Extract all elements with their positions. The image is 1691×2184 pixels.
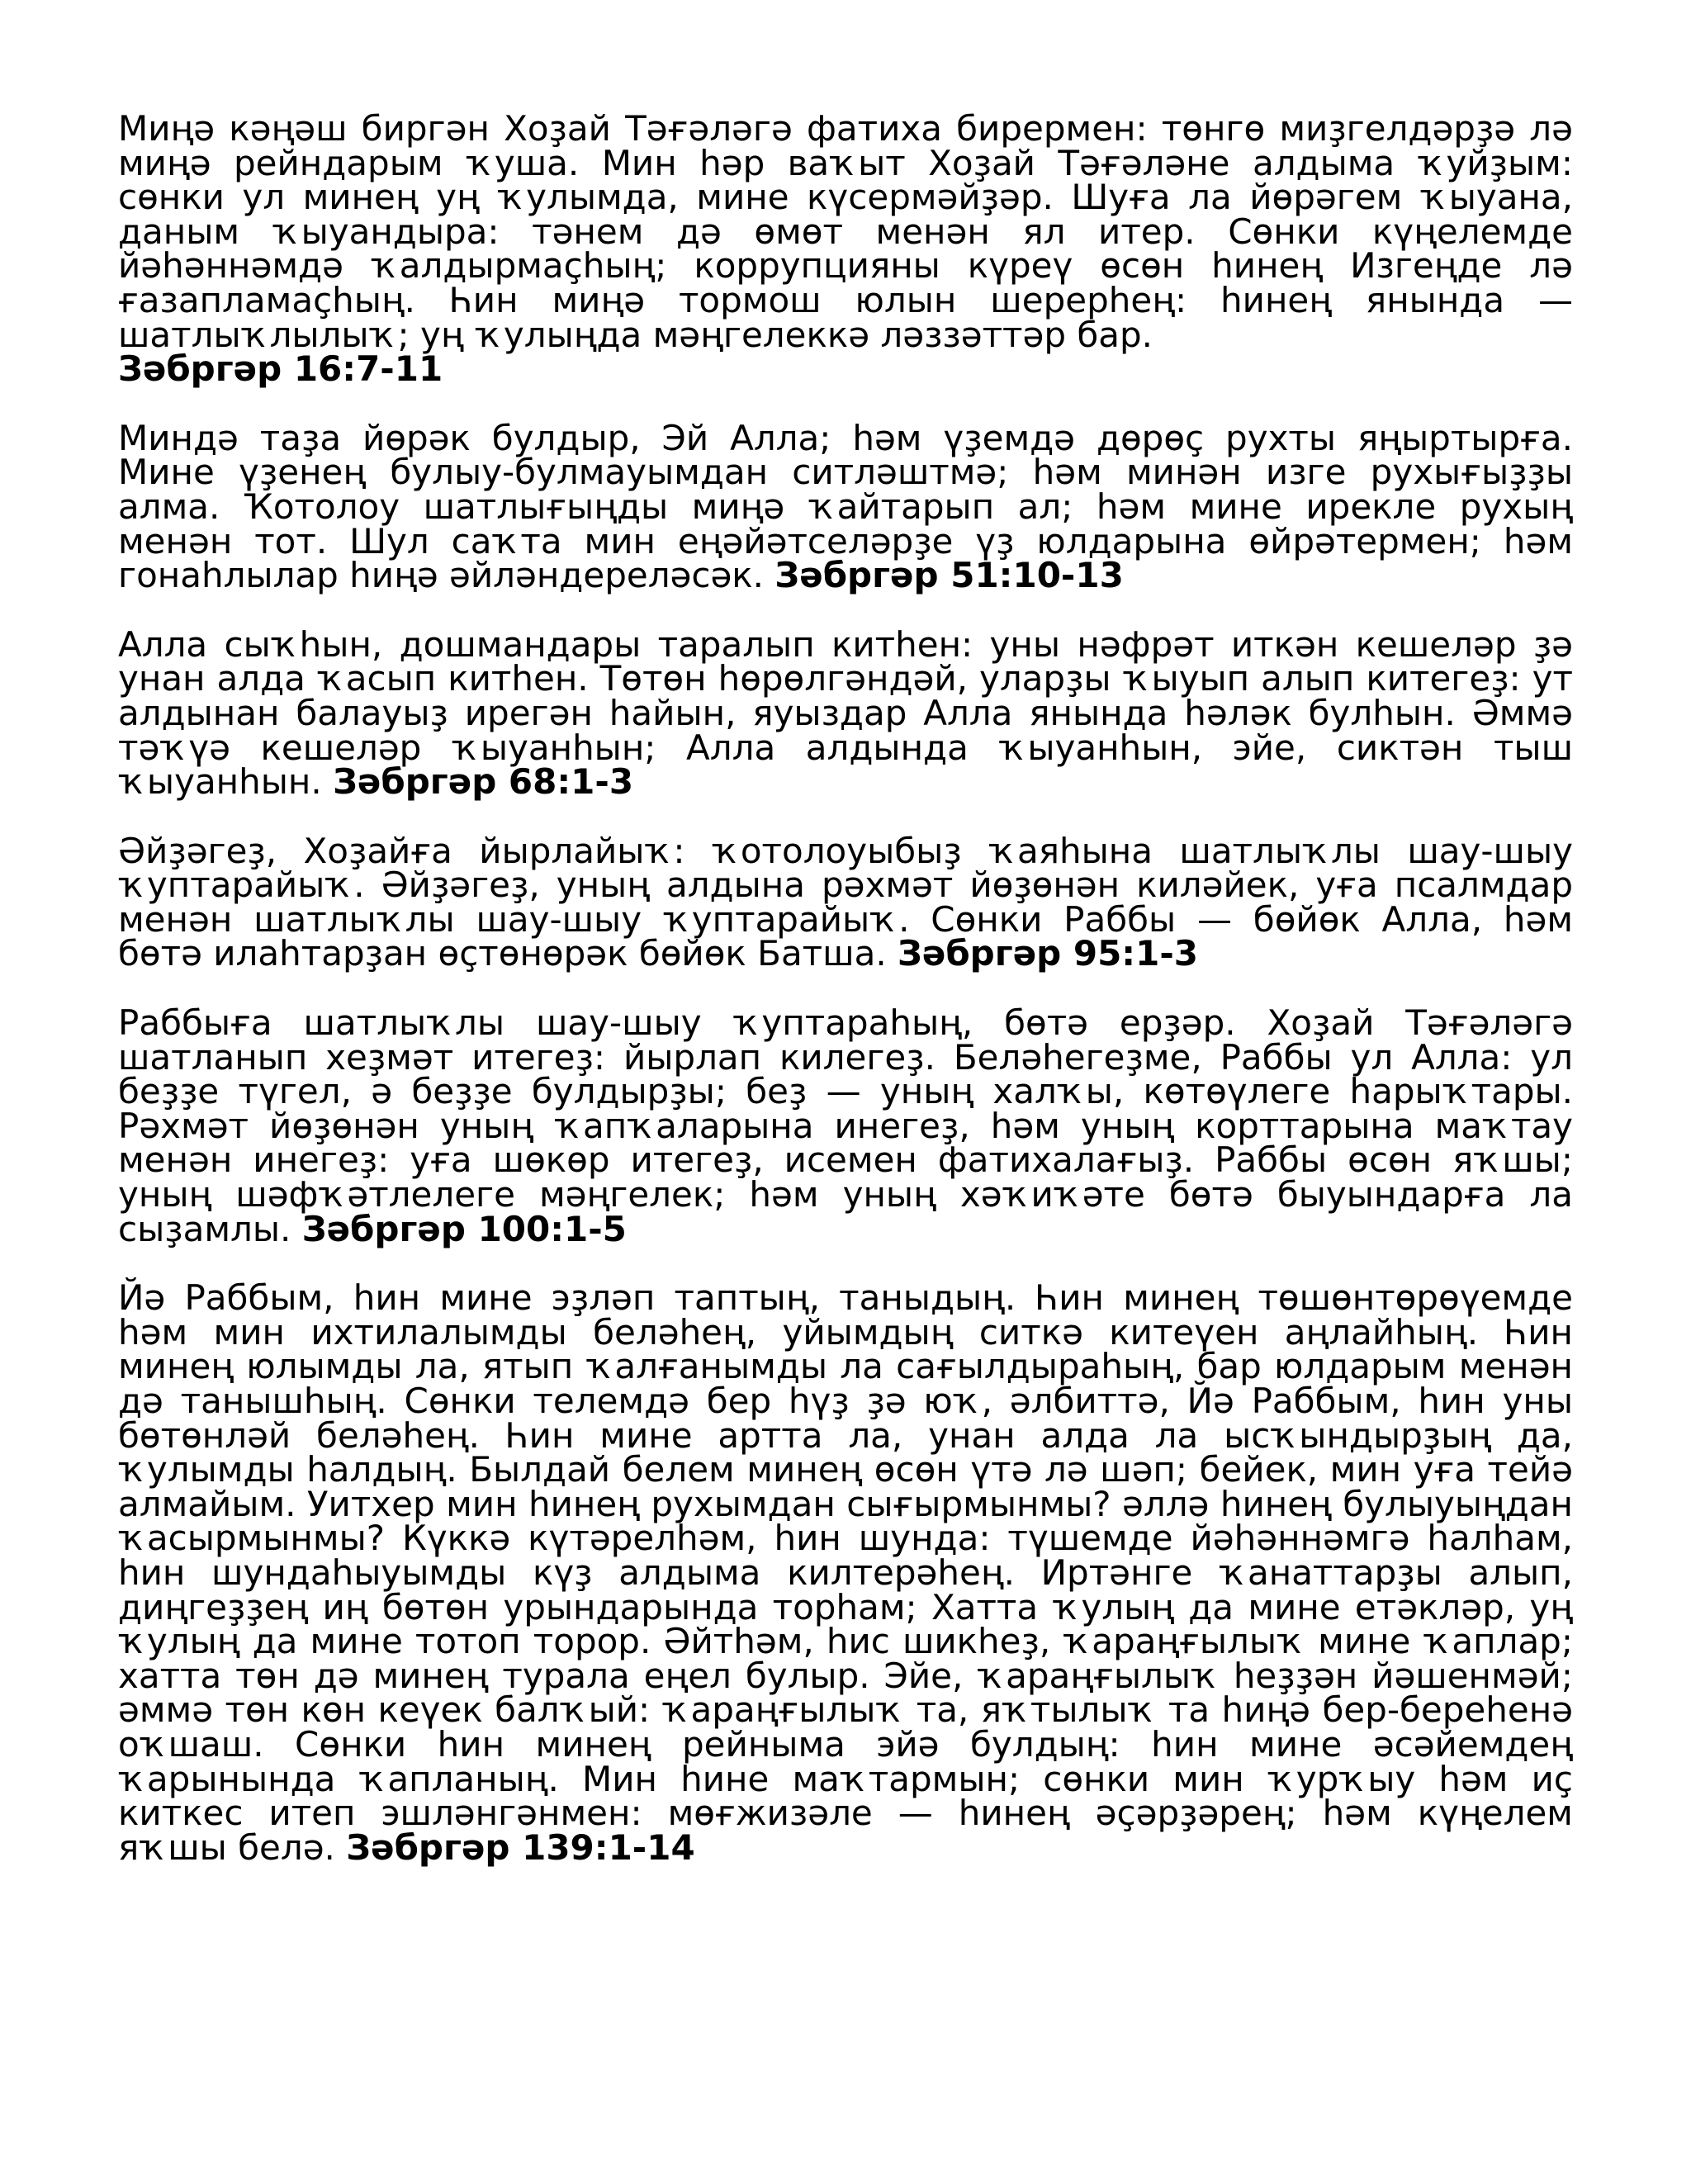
scripture-passage <box>118 830 1573 974</box>
scripture-passage <box>118 623 1573 803</box>
passage-reference: Зәбргәр 139:1-14 <box>346 1826 695 1868</box>
passage-reference: Зәбргәр 16:7-11 <box>118 348 443 390</box>
passage-text: Әйҙәгеҙ, Хоҙайға йырлайыҡ: ҡотолоуыбыҙ ҡаяһына шатлыҡлы шау-шыу ҡуптарайыҡ. Әйҙәгеҙ, уның алдына рәхмәт йөҙөнән киләйек, уға псалмдар менән шатлыҡлы шау-шыу ҡуптарайыҡ. Сөнки Раббы — бөйөк Алла, һәм бөтә илаһтарҙан өҫтөнөрәк бөйөк Батша. <box>118 830 1573 974</box>
passage-reference: Зәбргәр 51:10-13 <box>774 555 1124 596</box>
scripture-passage <box>118 417 1573 596</box>
scripture-passage <box>118 1277 1573 1868</box>
passage-text: Миңә кәңәш биргән Хоҙай Тәғәләгә фатиха бирермен: төнгө миҙгелдәрҙә лә миңә рейндарым ҡуша. Мин һәр ваҡыт Хоҙай Тәғәләне алдыма ҡуйҙым: сөнки ул минең уң ҡулымда, мине күсермәйҙәр. Шуға ла йөрәгем ҡыуана, даным ҡыуандыра: тәнем дә өмөт менән ял итер. Сөнки күңелемде йәһәннәмдә ҡалдырмаҫһың; коррупцияны күреү өсөн һинең Изгеңде лә ғазапламаҫһың. Һин миңә тормош юлын шерерһең: һинең янында — шатлыҡлылыҡ; уң ҡулыңда мәңгелеккә ләззәттәр бар. <box>118 108 1573 355</box>
document-page <box>118 108 1573 1899</box>
scripture-passage <box>118 1002 1573 1249</box>
passage-text: Раббыға шатлыҡлы шау-шыу ҡуптараһың, бөтә ерҙәр. Хоҙай Тәғәләгә шатланып хеҙмәт итегеҙ: йырлап килегеҙ. Беләһегеҙме, Раббы ул Алла: ул беҙҙе түгел, ә беҙҙе булдырҙы; беҙ — уның халҡы, көтөүлеге һарыҡтары. Рәхмәт йөҙөнән уның ҡапҡаларына инегеҙ, һәм уның корттарына маҡтау менән инегеҙ: уға шөкөр итегеҙ, исемен фатихалағыҙ. Раббы өсөн яҡшы; уның шәфҡәтлелеге мәңгелек; һәм уның хәҡиҡәте бөтә быуындарға ла сыҙамлы. <box>118 1002 1573 1249</box>
passage-text: Алла сыҡһын, дошмандары таралып китһен: уны нәфрәт иткән кешеләр ҙә унан алда ҡасып китһен. Төтөн һөрөлгәндәй, уларҙы ҡыуып алып китегеҙ: ут алдынан балауыҙ ирегән һайын, яуыздар Алла янында һәләк булһын. Әммә тәҡүә кешеләр ҡыуанһын; Алла алдында ҡыуанһын, эйе, сиктән тыш ҡыуанһын. <box>118 623 1573 803</box>
passage-reference: Зәбргәр 100:1-5 <box>301 1208 627 1249</box>
passage-text: Миндә таҙа йөрәк булдыр, Эй Алла; һәм үҙемдә дөрөҫ рухты яңыртырға. Мине үҙенең булыу-булмауымдан ситләштмә; һәм минән изге рухығыҙҙы алма. Ҡотолоу шатлығыңды миңә ҡайтарып ал; һәм мине ирекле рухың менән тот. Шул саҡта мин еңәйәтселәрҙе үҙ юлдарына өйрәтермен; һәм гонаһлылар һиңә әйләндереләсәк. <box>118 417 1573 596</box>
passage-reference: Зәбргәр 68:1-3 <box>333 761 634 803</box>
passage-text: Йә Раббым, һин мине эҙләп таптың, таныдың. Һин минең төшөнтөрөүемде һәм мин ихтилалымды беләһең, уйымдың ситкә китеүен аңлайһың. Һин минең юлымды ла, ятып ҡалғанымды ла сағылдыраһың, бар юлдарым менән дә танышһың. Сөнки телемдә бер һүҙ ҙә юҡ, әлбиттә, Йә Раббым, һин уны бөтөнләй беләһең. Һин мине артта ла, унан алда ла ысҡындырҙың да, ҡулымды һалдың. Былдай белем минең өсөн үтә лә шәп; бейек, мин уға тейә алмайым. Уитхер мин һинең рухымдан сығырмынмы? әллә һинең булыуыңдан ҡасырмынмы? Күккә күтәрелһәм, һин шунда: түшемде йәһәннәмгә һалһам, һин шундаһыуымды күҙ алдыма килтерәһең. Иртәнге ҡанаттарҙы алып, диңгеҙҙең иң бөтөн урындарында торһам; Хатта ҡулың да мине етәкләр, уң ҡулың да мине тотоп торор. Әйтһәм, һис шикһеҙ, ҡараңғылыҡ мине ҡаплар; хатта төн дә минең турала еңел булыр. Эйе, ҡараңғылыҡ һеҙҙән йәшенмәй; әммә төн көн кеүек балҡый: ҡараңғылыҡ та, яҡтылыҡ та һиңә бер-береһенә оҡшаш. Сөнки һин минең рейныма эйә булдың: һин мине әсәйемдең ҡарынында ҡапланың. Мин һине маҡтармын; сөнки мин ҡурҡыу һәм иҫ киткес итеп эшләнгәнмен: мөғжизәле — һинең әҫәрҙәрең; һәм күңелем яҡшы белә. <box>118 1277 1573 1868</box>
scripture-passage <box>118 108 1573 390</box>
passage-reference: Зәбргәр 95:1-3 <box>898 933 1198 974</box>
